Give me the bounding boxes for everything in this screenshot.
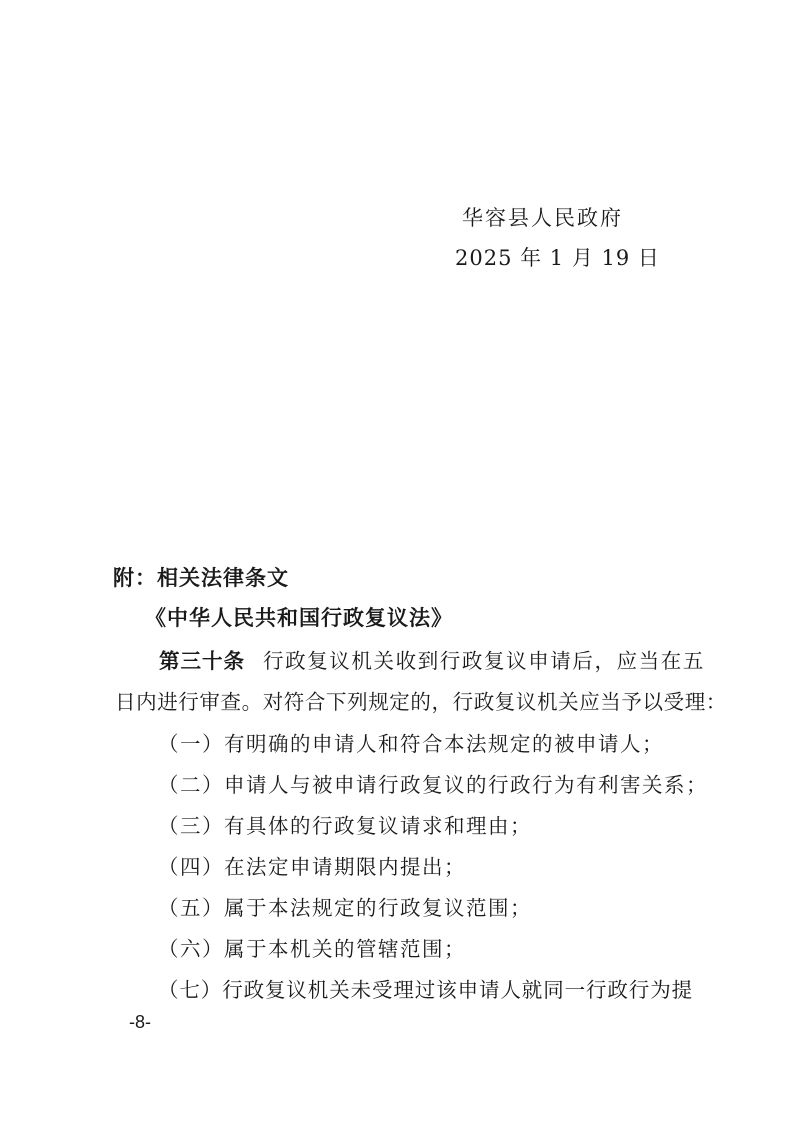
law-title: 《中华人民共和国行政复议法》 [145, 606, 453, 630]
page-number: -8- [129, 1012, 151, 1032]
list-item: （五）属于本法规定的行政复议范围； [158, 896, 532, 920]
article-text-line1: 行政复议机关收到行政复议申请后，应当在五 [263, 649, 705, 673]
list-item: （三）有具体的行政复议请求和理由； [158, 814, 532, 838]
appendix-title: 附：相关法律条文 [113, 566, 289, 590]
list-item: （四）在法定申请期限内提出； [158, 855, 466, 879]
list-item: （一）有明确的申请人和符合本法规定的被申请人； [158, 732, 664, 756]
article-label: 第三十条 [159, 649, 245, 673]
issuing-organization: 华容县人民政府 [462, 206, 623, 230]
article-text-line2: 日内进行审查。对符合下列规定的，行政复议机关应当予以受理： [115, 690, 727, 714]
list-item: （二）申请人与被申请行政复议的行政行为有利害关系； [158, 773, 708, 797]
article-first-line [159, 644, 705, 674]
list-item: （七）行政复议机关未受理过该申请人就同一行政行为提 [158, 978, 693, 1002]
issue-date: 2025 年 1 月 19 日 [455, 246, 660, 270]
list-item: （六）属于本机关的管辖范围； [158, 937, 466, 961]
